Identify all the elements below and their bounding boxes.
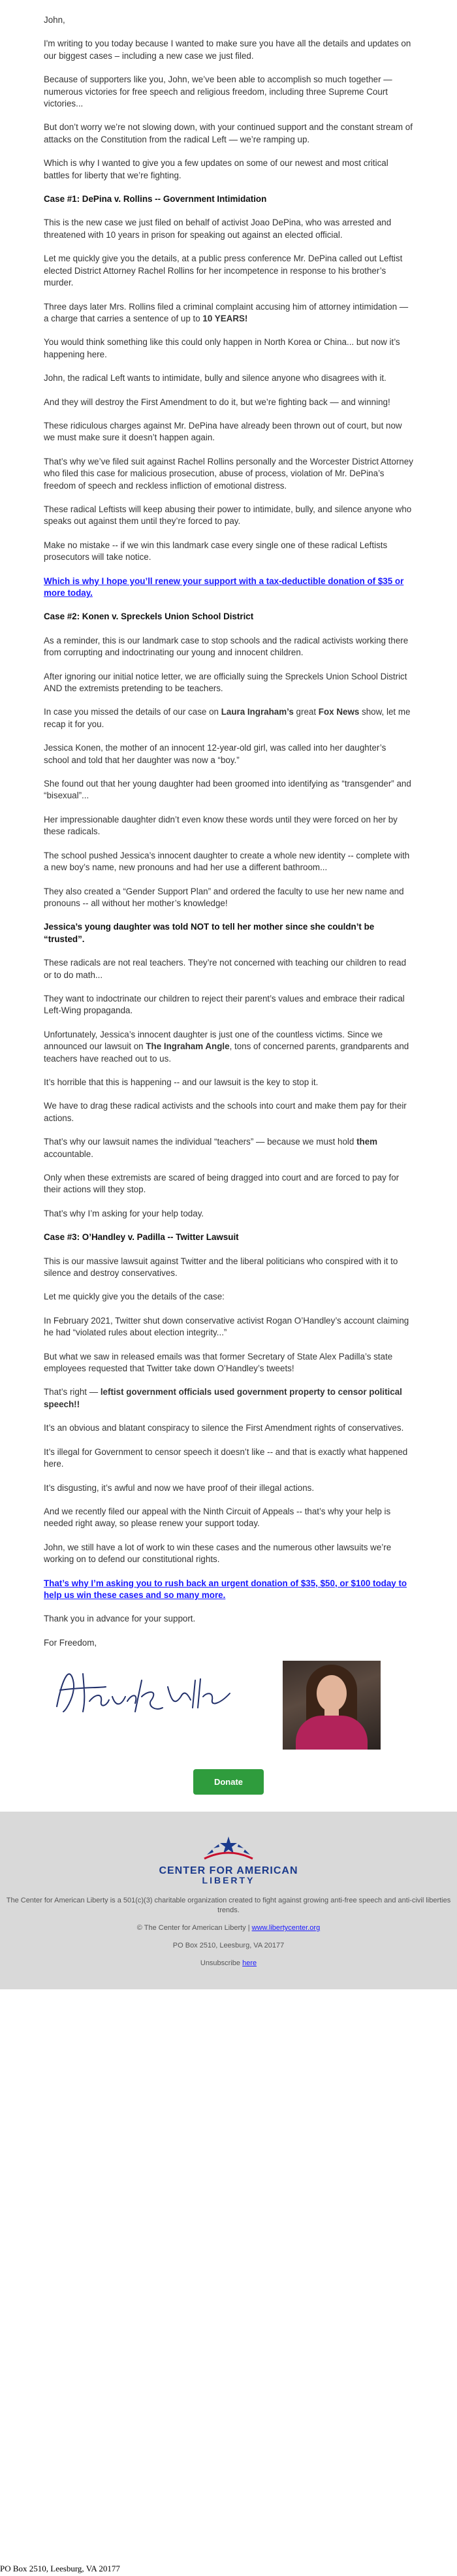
case2-paragraph: They want to indoctrinate our children to reject their parent’s values and embrace their radical Left-Wing propaganda. — [44, 993, 405, 1016]
organization-logo — [159, 1835, 298, 1885]
case2-paragraph: They also created a “Gender Support Plan” and ordered the faculty to use her new name and pronouns -- all without her mother’s knowledge! — [44, 886, 404, 908]
postal-address-line: PO Box 2510, Leesburg, VA 20177 — [0, 2564, 120, 2573]
text-span: In case you missed the details of our case on — [44, 707, 221, 717]
case2-paragraph — [44, 1029, 413, 1065]
case1-paragraph — [44, 301, 413, 325]
logo-line-1: CENTER FOR AMERICAN — [159, 1865, 298, 1877]
case2-paragraph: Jessica Konen, the mother of an innocent 12-year-old girl, was called into her daughter’s school and told that her daughter was now a “boy.” — [44, 743, 386, 765]
emphasis-text: Laura Ingraham’s — [221, 707, 294, 717]
email-content — [44, 14, 413, 1795]
case2-paragraph: These radicals are not real teachers. They’re not concerned with teaching our children to read or to do math... — [44, 958, 407, 980]
copyright-line — [0, 1923, 457, 1933]
case2-paragraph — [44, 1136, 413, 1160]
website-link[interactable]: www.libertycenter.org — [251, 1924, 321, 1932]
case3-paragraph: In February 2021, Twitter shut down conservative activist Rogan O’Handley’s account claiming he had “violated rules about election integrity...” — [44, 1315, 409, 1338]
case1-heading: Case #1: DePina v. Rollins -- Government Intimidation — [44, 194, 267, 204]
case1-paragraph: And they will destroy the First Amendment to do it, but we’re fighting back — and winning! — [44, 397, 390, 407]
case2-paragraph: It’s horrible that this is happening -- and our lawsuit is the key to stop it. — [44, 1077, 319, 1087]
thanks-line: Thank you in advance for your support. — [44, 1614, 196, 1624]
email-body — [33, 0, 424, 1795]
case2-heading: Case #2: Konen v. Spreckels Union School District — [44, 611, 254, 622]
emphasis-text: The Ingraham Angle — [146, 1041, 230, 1052]
case1-paragraph: Let me quickly give you the details, at a public press conference Mr. DePina called out Leftist elected District Attorney Rachel Rollins for her incompetence in response to his brother’s murder. — [44, 253, 403, 288]
text-span: That’s right — — [44, 1387, 101, 1397]
intro-paragraph: I'm writing to you today because I wanted to make sure you have all the details and updates on our biggest cases – including a new case we just filed. — [44, 39, 411, 61]
case2-paragraph: Her impressionable daughter didn’t even know these words until they were forced on her by these radicals. — [44, 814, 398, 837]
case2-paragraph: The school pushed Jessica’s innocent daughter to create a whole new identity -- complete with a new boy’s name, new pronouns and had her use a different bathroom... — [44, 850, 410, 873]
case3-paragraph: It’s disgusting, it’s awful and now we have proof of their illegal actions. — [44, 1482, 315, 1493]
case2-emphasis-paragraph: Jessica’s young daughter was told NOT to tell her mother since she couldn’t be “trusted”. — [44, 922, 375, 944]
case1-paragraph: That’s why we’ve filed suit against Rachel Rollins personally and the Worcester District Attorney who filed this case for malicious prosecution, abuse of process, violation of Mr. DePina’s freedom of speech and reckless infliction of emotional distress. — [44, 456, 413, 491]
donate-button[interactable]: Donate — [193, 1769, 264, 1795]
signoff-line: For Freedom, — [44, 1637, 97, 1648]
case2-paragraph: After ignoring our initial notice letter, we are officially suing the Spreckels Union School District AND the extremists pretending to be teachers. — [44, 671, 407, 694]
case3-paragraph: John, we still have a lot of work to win these cases and the numerous other lawsuits we’re working on to defend our constitutional rights. — [44, 1542, 392, 1565]
case1-paragraph: You would think something like this could only happen in North Korea or China... but now it’s happening here. — [44, 337, 400, 359]
text-span: Unfortunately, Jessica’s innocent daughter is just one of the countless victims. Since we announced our lawsuit on — [44, 1029, 383, 1052]
case3-paragraph — [44, 1386, 413, 1410]
case2-paragraph: She found out that her young daughter had been groomed into identifying as “transgender” and “bisexual”... — [44, 779, 411, 801]
donate-35-link[interactable]: Which is why I hope you’ll renew your support with a tax-deductible donation of $35 or more today. — [44, 576, 404, 598]
handwritten-signature — [44, 1661, 240, 1720]
urgent-donation-link[interactable]: That’s why I’m asking you to rush back an urgent donation of $35, $50, or $100 today to help us win these cases and so many more. — [44, 1578, 407, 1600]
case1-paragraph: Make no mistake -- if we win this landmark case every single one of these radical Leftists prosecutors will take notice. — [44, 540, 388, 562]
text-span: Three days later Mrs. Rollins filed a criminal complaint accusing him of attorney intimidation — a charge that carries a sentence of up to — [44, 301, 409, 323]
donate-wrap — [44, 1769, 413, 1795]
case1-link-paragraph — [44, 576, 413, 600]
copyright-text: © The Center for American Liberty | — [136, 1924, 252, 1932]
unsubscribe-text: Unsubscribe — [200, 1959, 243, 1968]
case1-paragraph: These ridiculous charges against Mr. DePina have already been thrown out of court, but now we must make sure it doesn’t happen again. — [44, 420, 402, 443]
case2-paragraph: That’s why I’m asking for your help today. — [44, 1208, 204, 1218]
organization-description: The Center for American Liberty is a 501(c)(3) charitable organization created to fight against growing anti-free speech and anti-civil liberties trends. — [6, 1897, 451, 1915]
salutation: John, — [44, 15, 65, 25]
intro-paragraph: Because of supporters like you, John, we’ve been able to accomplish so much together — numerous victories for free speech and religious freedom, including three Supreme Court victories... — [44, 74, 392, 109]
portrait-photo — [283, 1661, 381, 1750]
footer-address: PO Box 2510, Leesburg, VA 20177 — [172, 1942, 285, 1950]
emphasis-text: them — [356, 1137, 378, 1147]
footer — [0, 1812, 457, 1989]
emphasis-text: Fox News — [318, 707, 360, 717]
intro-paragraph: Which is why I wanted to give you a few updates on some of our newest and most critical battles for liberty that we’re fighting. — [44, 158, 388, 180]
case1-paragraph: These radical Leftists will keep abusing their power to intimidate, bully, and silence anyone who speaks out against them until they’re forced to pay. — [44, 504, 412, 527]
case3-paragraph: This is our massive lawsuit against Twitter and the liberal politicians who conspired with it to silence and destroy conservatives. — [44, 1256, 398, 1279]
star-burst-logo-icon — [199, 1835, 258, 1861]
text-span: show, let me recap it for you. — [44, 707, 411, 729]
case1-paragraph: John, the radical Left wants to intimidate, bully and silence anyone who disagrees with it. — [44, 373, 386, 383]
text-span: great — [293, 707, 319, 717]
case2-paragraph: We have to drag these radical activists and the schools into court and make them pay for their actions. — [44, 1101, 407, 1123]
case3-paragraph: Let me quickly give you the details of the case: — [44, 1292, 225, 1302]
intro-paragraph: But don’t worry we’re not slowing down, with your continued support and the constant stream of attacks on the Constitution from the radical Left — we’re ramping up. — [44, 122, 413, 144]
case3-link-paragraph — [44, 1578, 413, 1602]
logo-line-2: LIBERTY — [202, 1875, 255, 1886]
text-span: That’s why our lawsuit names the individual “teachers” — because we must hold — [44, 1137, 357, 1147]
text-span: accountable. — [44, 1149, 93, 1159]
case2-paragraph: Only when these extremists are scared of being dragged into court and are forced to pay for their actions will they stop. — [44, 1173, 400, 1195]
emphasis-text: 10 YEARS! — [202, 313, 248, 323]
case3-paragraph: And we recently filed our appeal with the Ninth Circuit of Appeals -- that’s why your help is needed right away, so please renew your support today. — [44, 1506, 391, 1529]
portrait-jacket — [296, 1716, 368, 1750]
text-span: , tons of concerned parents, grandparents and teachers have reached out to us. — [44, 1041, 409, 1064]
case3-paragraph: But what we saw in released emails was that former Secretary of State Alex Padilla’s state employees requested that Twitter take down O’Handley’s tweets! — [44, 1351, 393, 1374]
case1-paragraph: This is the new case we just filed on behalf of activist Joao DePina, who was arrested and threatened with 10 years in prison for speaking out against an elected official. — [44, 218, 392, 240]
emphasis-text: leftist government officials used government property to censor political speech!! — [44, 1387, 402, 1409]
case2-paragraph: As a reminder, this is our landmark case to stop schools and the radical activists working there from corrupting and indoctrinating our young and innocent children. — [44, 635, 409, 658]
signature-row — [44, 1661, 413, 1750]
case3-heading: Case #3: O’Handley v. Padilla -- Twitter Lawsuit — [44, 1232, 239, 1243]
unsubscribe-link[interactable]: here — [242, 1959, 257, 1968]
portrait-face — [317, 1675, 347, 1712]
case2-paragraph — [44, 706, 413, 730]
unsubscribe-line — [0, 1959, 457, 1968]
case3-paragraph: It’s illegal for Government to censor speech it doesn’t like -- and that is exactly what happened here. — [44, 1446, 408, 1469]
case3-paragraph: It’s an obvious and blatant conspiracy to silence the First Amendment rights of conservatives. — [44, 1423, 404, 1433]
